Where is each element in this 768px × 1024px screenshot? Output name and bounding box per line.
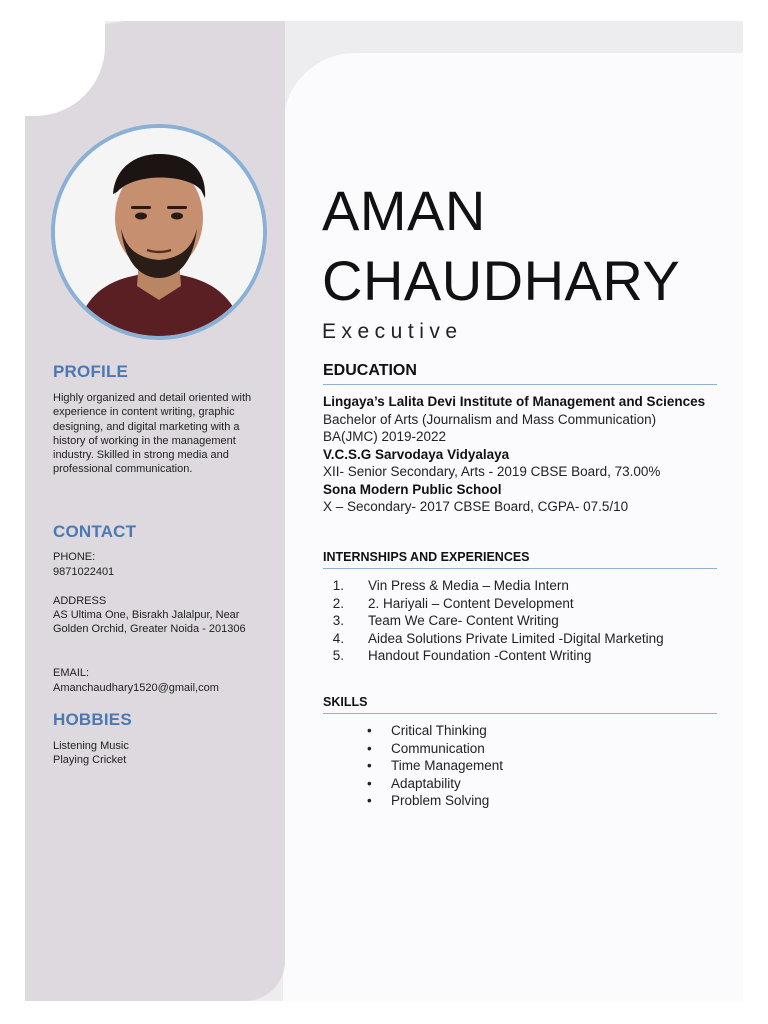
list-item bbox=[367, 792, 711, 810]
skills-list bbox=[367, 722, 711, 810]
degree-line: X – Secondary- 2017 CBSE Board, CGPA- 07.5/10 bbox=[323, 499, 629, 514]
email-label: EMAIL: bbox=[53, 667, 90, 679]
item-text: Critical Thinking bbox=[391, 723, 487, 738]
list-item bbox=[367, 740, 711, 758]
item-text: Time Management bbox=[391, 758, 504, 773]
profile-text: Highly organized and detail oriented with experience in content writing, graphic designing, and digital marketing with a history of working in the management industry. Skilled in strong media and professional communication. bbox=[53, 392, 252, 476]
item-number: 2. bbox=[332, 595, 344, 611]
list-item bbox=[332, 595, 718, 613]
bullet-icon: • bbox=[367, 758, 372, 773]
list-item bbox=[332, 647, 718, 665]
hobby-item: Listening Music bbox=[53, 740, 129, 752]
phone-value: 9871022401 bbox=[53, 566, 115, 578]
list-item bbox=[332, 612, 718, 630]
person-portrait-icon bbox=[55, 128, 263, 336]
item-text: Aidea Solutions Private Limited -Digital Marketing bbox=[368, 630, 664, 646]
address-label: ADDRESS bbox=[53, 595, 107, 607]
list-item bbox=[332, 630, 718, 648]
list-item bbox=[367, 757, 711, 775]
email-value: Amanchaudhary1520@gmail,com bbox=[53, 682, 219, 694]
skills-heading: SKILLS bbox=[323, 695, 368, 709]
bullet-icon: • bbox=[367, 740, 372, 756]
internships-list bbox=[332, 577, 718, 665]
degree-line: BA(JMC) 2019-2022 bbox=[323, 429, 447, 444]
item-text: Communication bbox=[391, 740, 485, 756]
bullet-icon: • bbox=[367, 723, 372, 738]
item-text: Handout Foundation -Content Writing bbox=[368, 648, 592, 663]
education-list bbox=[323, 393, 723, 516]
hobby-item: Playing Cricket bbox=[53, 754, 127, 766]
item-text: Vin Press & Media – Media Intern bbox=[368, 578, 569, 593]
contact-heading: CONTACT bbox=[53, 522, 137, 541]
candidate-name bbox=[322, 176, 680, 316]
education-divider bbox=[323, 384, 717, 385]
item-text: Adaptability bbox=[391, 775, 461, 791]
bullet-icon: • bbox=[367, 793, 372, 808]
school-name: V.C.S.G Sarvodaya Vidyalaya bbox=[323, 446, 510, 462]
item-text: Problem Solving bbox=[391, 793, 490, 808]
profile-photo bbox=[51, 124, 267, 340]
name-last: CHAUDHARY bbox=[322, 249, 681, 312]
hobbies-heading: HOBBIES bbox=[53, 710, 132, 729]
degree-line: Bachelor of Arts (Journalism and Mass Communication) bbox=[323, 411, 657, 427]
profile-heading: PROFILE bbox=[53, 362, 129, 381]
bullet-icon: • bbox=[367, 775, 372, 791]
skills-divider bbox=[323, 713, 717, 714]
school-name: Sona Modern Public School bbox=[323, 481, 502, 497]
phone-label: PHONE: bbox=[53, 551, 96, 563]
internships-divider bbox=[323, 568, 717, 569]
item-number: 1. bbox=[332, 578, 344, 593]
degree-line: XII- Senior Secondary, Arts - 2019 CBSE Board, 73.00% bbox=[323, 464, 661, 479]
item-number: 5. bbox=[332, 648, 344, 663]
education-heading: EDUCATION bbox=[323, 362, 417, 379]
list-item bbox=[367, 775, 711, 793]
item-number: 3. bbox=[332, 613, 344, 628]
internships-heading: INTERNSHIPS AND EXPERIENCES bbox=[323, 550, 530, 564]
address-value: AS Ultima One, Bisrakh Jalalpur, Near Golden Orchid, Greater Noida - 201306 bbox=[53, 609, 246, 636]
school-name: Lingaya’s Lalita Devi Institute of Management and Sciences bbox=[323, 394, 706, 409]
list-item bbox=[332, 577, 718, 595]
name-first: AMAN bbox=[322, 179, 486, 242]
item-number: 4. bbox=[332, 630, 344, 646]
list-item bbox=[367, 722, 711, 740]
job-title: Executive bbox=[322, 320, 463, 343]
item-text: 2. Hariyali – Content Development bbox=[368, 595, 574, 611]
item-text: Team We Care- Content Writing bbox=[368, 613, 559, 628]
